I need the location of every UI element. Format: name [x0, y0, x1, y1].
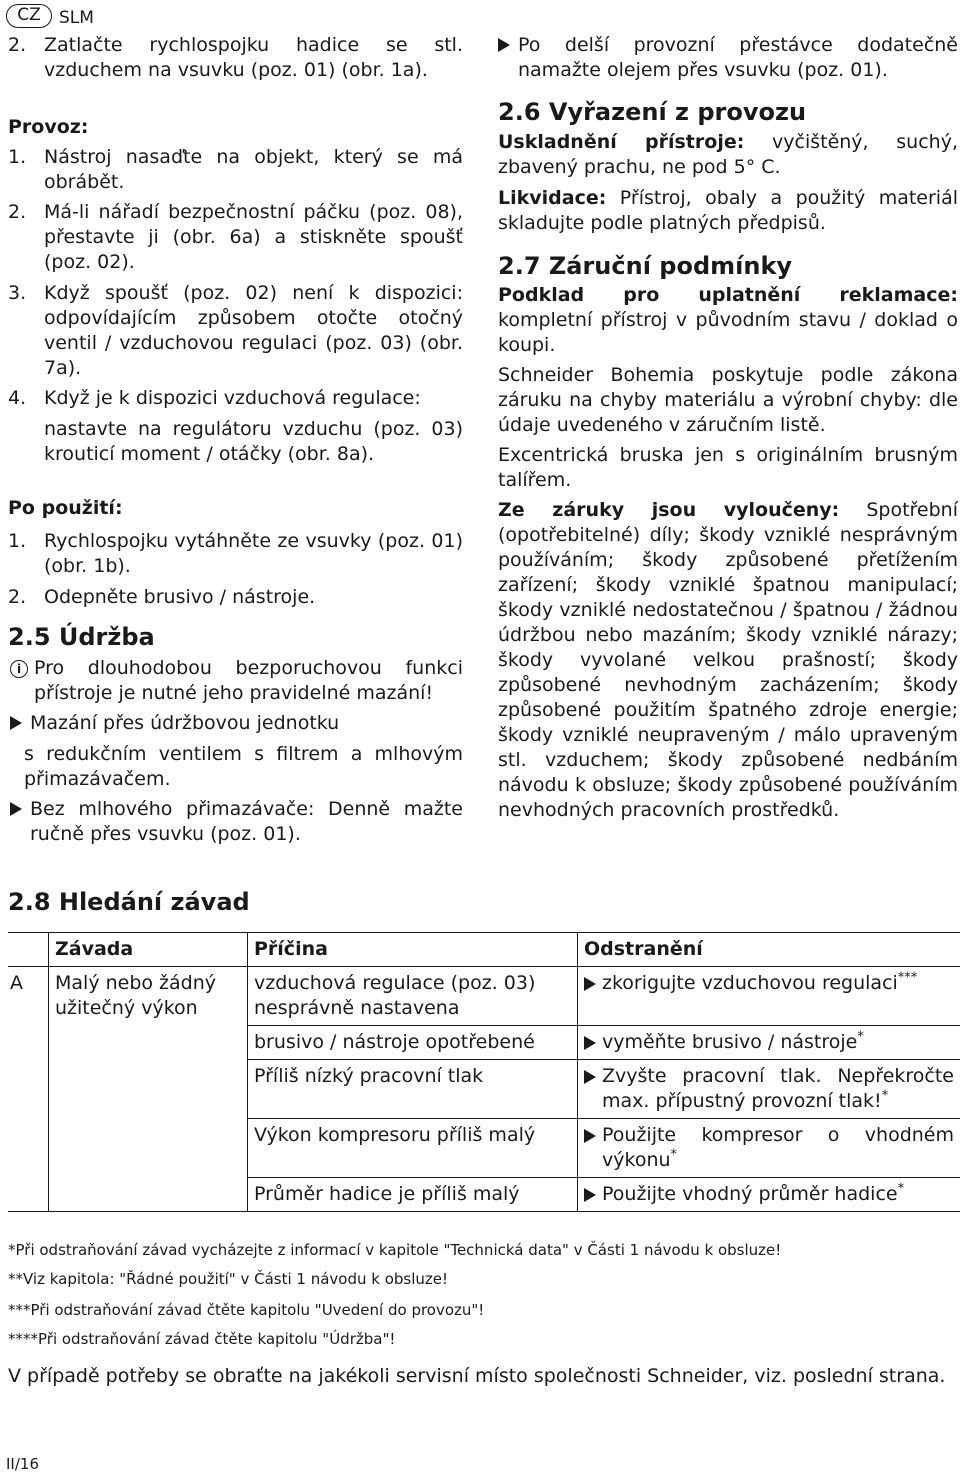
- storage-paragraph: Uskladnění přístroje: vyčištěný, suchý, zbavený prachu, ne pod 5° C.: [498, 131, 958, 178]
- language-badge: CZ: [6, 4, 52, 28]
- cause-cell: Příliš nízký pracovní tlak: [248, 1060, 578, 1119]
- fault-cell: Malý nebo žádný užitečný výkon: [49, 967, 248, 1212]
- footnote-mark: *: [897, 1181, 905, 1197]
- section-title-vyrazeni: 2.6 Vyřazení z provozu: [498, 98, 807, 126]
- section-heading-provoz: Provoz:: [8, 116, 89, 138]
- remedy-cell: vyměňte brusivo / nástroje*: [578, 1026, 960, 1060]
- disposal-paragraph: Likvidace: Přístroj, obaly a použitý materiál skladujte podle platných předpisů.: [498, 187, 958, 234]
- warranty-paragraph: Schneider Bohemia poskytuje podle zákona záruku na chyby materiálu a výrobní chyby: dle údaje uvedeného v záručním listě.: [498, 364, 958, 436]
- section-title-udrzba: 2.5 Údržba: [8, 623, 155, 651]
- section-title-zarucni-podminky: 2.7 Záruční podmínky: [498, 252, 793, 280]
- cause-cell: Výkon kompresoru příliš malý: [248, 1119, 578, 1178]
- footnote-mark: ***: [897, 970, 918, 986]
- cause-cell: vzduchová regulace (poz. 03) nesprávně nastavena: [248, 967, 578, 1026]
- remedy-cell: Použijte kompresor o vhodném výkonu*: [578, 1119, 960, 1178]
- table-header-row: [8, 933, 960, 967]
- footnote-mark: *: [670, 1147, 678, 1163]
- section-heading-po-pouziti: Po použití:: [8, 497, 123, 519]
- claim-paragraph: Podklad pro uplatnění reklamace: kompletní přístroj v původním stavu / doklad o koupi.: [498, 284, 958, 356]
- section-title-hledani-zavad: 2.8 Hledání závad: [8, 888, 250, 916]
- page-number: II/16: [6, 1455, 39, 1473]
- triangle-bullet-icon: [584, 1129, 596, 1143]
- footnote-mark: *: [857, 1029, 864, 1045]
- remedy-cell: Zvyšte pracovní tlak. Nepřekročte max. přípustný provozní tlak!*: [578, 1060, 960, 1119]
- language-header: [6, 4, 126, 30]
- closing-paragraph: V případě potřeby se obraťte na jakékoli servisní místo společnosti Schneider, viz. poslední strana.: [8, 1365, 946, 1387]
- triangle-bullet-icon: [10, 716, 22, 730]
- footnote: *Při odstraňování závad vycházejte z informací v kapitole "Technická data" v Části 1 návodu k obsluze!: [8, 1241, 782, 1259]
- column-header-odstraneni: Odstranění: [578, 933, 960, 967]
- triangle-bullet-icon: [584, 1188, 596, 1202]
- troubleshooting-table: [8, 932, 960, 1212]
- exclusions-paragraph: Ze záruky jsou vyloučeny: Spotřební (opotřebitelné) díly; škody vzniklé nesprávným používáním; škody způsobené přetížením zařízení; škody vzniklé špatnou manipulací; škody vzniklé nedostatečnou / špatnou / žádnou údržbou nebo mazáním; škody vzniklé nárazy; škody vyvolané velkou prašností; škody způsobené nevhodným zacházením; škody způsobené použitím špatného zdroje energie; škody vzniklé neupraveným / málo upraveným stl. vzduchem; škody způsobené nedbáním návodu k obsluze; škody způsobené používáním nevhodných pracovních prostředků.: [498, 499, 958, 821]
- language-code: SLM: [59, 8, 94, 28]
- triangle-bullet-icon: [584, 1070, 596, 1084]
- triangle-bullet-icon: [10, 802, 22, 816]
- triangle-bullet-icon: [584, 977, 596, 991]
- remedy-cell: zkorigujte vzduchovou regulaci***: [578, 967, 960, 1026]
- footnote: ***Při odstraňování závad čtěte kapitolu "Uvedení do provozu"!: [8, 1301, 485, 1319]
- remedy-cell: Použijte vhodný průměr hadice*: [578, 1178, 960, 1212]
- footnote: **Viz kapitola: "Řádné použití" v Části 1 návodu k obsluze!: [8, 1270, 449, 1288]
- row-label: A: [8, 967, 49, 1212]
- column-header-pricina: Příčina: [248, 933, 578, 967]
- footnote: ****Při odstraňování závad čtěte kapitolu "Údržba"!: [8, 1330, 396, 1348]
- table-row: [8, 967, 960, 1026]
- triangle-bullet-icon: [498, 38, 510, 52]
- cause-cell: brusivo / nástroje opotřebené: [248, 1026, 578, 1060]
- footnote-mark: *: [881, 1088, 889, 1104]
- triangle-bullet-icon: [584, 1036, 596, 1050]
- cause-cell: Průměr hadice je příliš malý: [248, 1178, 578, 1212]
- grinder-note-paragraph: Excentrická bruska jen s originálním brusným talířem.: [498, 444, 958, 491]
- column-header-zavada: Závada: [49, 933, 248, 967]
- info-icon: i: [10, 660, 28, 678]
